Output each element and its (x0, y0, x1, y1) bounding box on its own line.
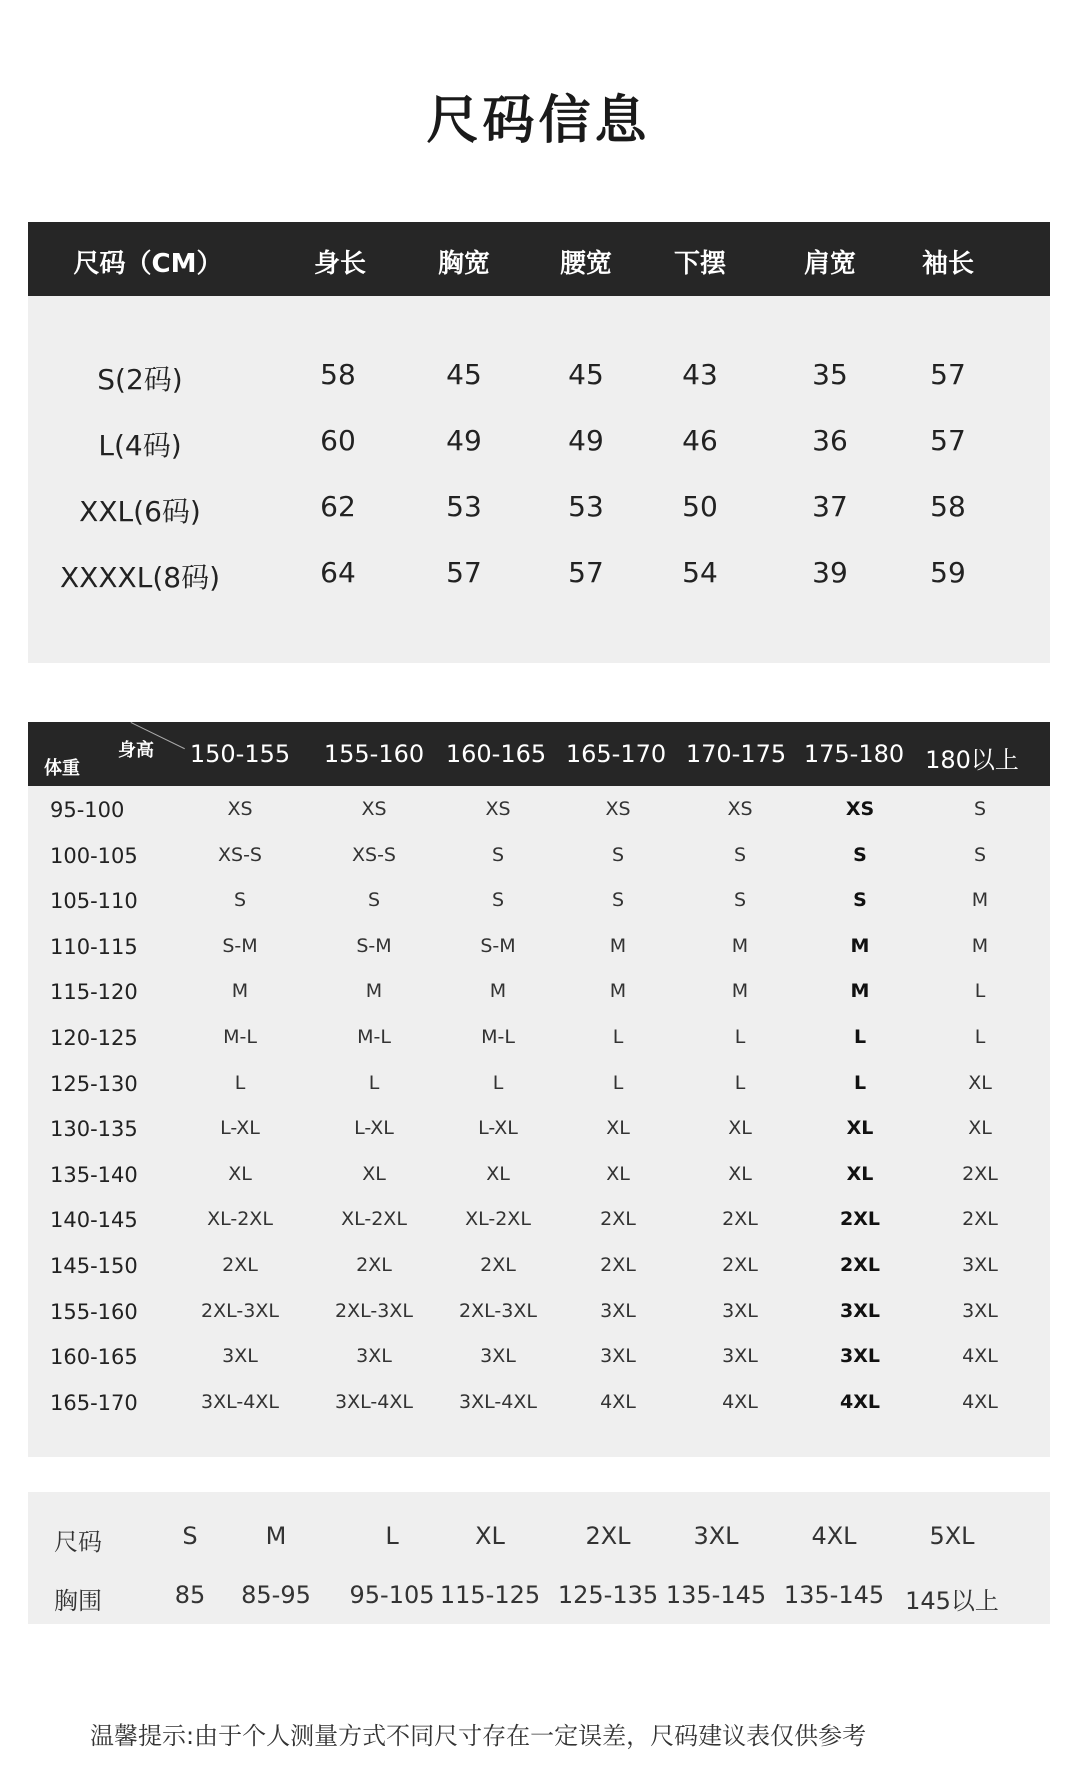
size-table-body (28, 296, 1050, 663)
table-row (28, 1208, 1050, 1238)
size-recommendation: L (734, 1026, 746, 1048)
size-recommendation: XS (727, 798, 753, 820)
weight-range: 135-140 (50, 1162, 138, 1187)
table-row (28, 844, 1050, 874)
header-waist: 腰宽 (559, 249, 613, 279)
height-range-header: 160-165 (445, 740, 547, 768)
size-recommendation: M (489, 980, 507, 1003)
size-recommendation: L (368, 1071, 380, 1094)
size-value: 57 (446, 556, 482, 589)
size-recommendation: S (233, 889, 247, 912)
row-label: 尺码 (54, 1528, 102, 1556)
size-recommendation: 3XL (962, 1299, 998, 1322)
weight-range: 130-135 (50, 1117, 138, 1142)
size-label: S(2码) (97, 363, 183, 396)
chest-value: 115-125 (439, 1581, 541, 1609)
size-recommendation: 2XL (722, 1208, 758, 1231)
size-recommendation: 2XL (840, 1254, 880, 1276)
weight-range: 155-160 (50, 1299, 138, 1324)
size-recommendation: L (234, 1071, 246, 1094)
size-recommendation: 3XL-4XL (201, 1390, 279, 1413)
size-recommendation: 3XL (722, 1299, 758, 1322)
size-recommendation: L (853, 1026, 867, 1048)
size-value: 46 (682, 424, 718, 457)
size-recommendation: 3XL-4XL (459, 1390, 537, 1413)
header-chest: 胸宽 (437, 249, 491, 279)
size-recommendation: 4XL (840, 1390, 880, 1413)
size-recommendation: L (734, 1071, 746, 1094)
size-recommendation: 2XL (480, 1254, 516, 1276)
size-value: 58 (320, 358, 356, 391)
size-recommendation: S (491, 843, 505, 866)
size-recommendation: XL (606, 1117, 630, 1140)
header-hem: 下摆 (673, 249, 727, 279)
weight-range: 140-145 (50, 1208, 138, 1233)
size-recommendation: XL (968, 1117, 992, 1140)
size-value: 62 (320, 490, 356, 523)
size-value: 43 (682, 358, 718, 391)
size-recommendation: M (850, 934, 870, 957)
size-recommendation: M (731, 980, 749, 1003)
size-label: XXXXL(8码) (60, 561, 220, 594)
size-recommendation: 4XL (600, 1390, 636, 1413)
size-recommendation: S (491, 889, 505, 912)
size-recommendation: XL (228, 1162, 252, 1185)
size-value: 36 (812, 424, 848, 457)
height-range-header: 150-155 (189, 740, 291, 768)
table-row (28, 1026, 1050, 1056)
size-recommendation: XL (486, 1162, 510, 1185)
size-recommendation: 3XL (840, 1299, 880, 1322)
size-recommendation: M (609, 934, 627, 957)
table-row (28, 889, 1050, 919)
corner-weight-label: 体重 (44, 758, 80, 779)
size-value: 57 (568, 556, 604, 589)
size-recommendation: XL (968, 1071, 992, 1094)
size-recommendation: M (971, 889, 989, 912)
weight-range: 145-150 (50, 1254, 138, 1278)
size-table-header (28, 222, 1050, 296)
size-value: 54 (682, 556, 718, 589)
size-value: 57 (930, 424, 966, 457)
size-recommendation: XL-2XL (207, 1208, 273, 1231)
size-recommendation: L (612, 1071, 624, 1094)
table-row (28, 1522, 1050, 1554)
height-range-header: 155-160 (323, 740, 425, 768)
table-row (28, 358, 1050, 398)
size-recommendation: 2XL-3XL (459, 1299, 537, 1322)
header-length: 身长 (313, 249, 367, 279)
size-value: 53 (568, 490, 604, 523)
weight-range: 115-120 (50, 980, 138, 1005)
weight-range: 105-110 (50, 889, 138, 914)
size-recommendation: S (973, 798, 987, 820)
size-recommendation: S-M (480, 934, 516, 957)
size-recommendation: S (973, 843, 987, 866)
size-recommendation: M (231, 980, 249, 1003)
size-recommendation: 4XL (962, 1390, 998, 1413)
size-recommendation: 3XL-4XL (335, 1390, 413, 1413)
size-recommendation: L-XL (478, 1117, 518, 1140)
size-recommendation: 2XL (356, 1254, 392, 1276)
size-recommendation: 2XL (222, 1254, 258, 1276)
size-value: 57 (930, 358, 966, 391)
weight-range: 100-105 (50, 843, 138, 868)
size-recommendation: L (974, 1026, 986, 1048)
page-title: 尺码信息 (426, 91, 651, 151)
size-recommendation: 3XL (600, 1299, 636, 1322)
size-recommendation: 3XL (356, 1345, 392, 1368)
header-sleeve: 袖长 (921, 249, 975, 279)
size-recommendation: S (611, 843, 625, 866)
chest-value: 125-135 (557, 1581, 659, 1609)
size-recommendation: M (850, 980, 870, 1003)
chest-value: 85-95 (241, 1581, 311, 1609)
table-row (28, 1117, 1050, 1147)
weight-range: 95-100 (50, 798, 125, 822)
size-label: XXL(6码) (79, 495, 201, 528)
size-value: 64 (320, 556, 356, 589)
size-recommendation: XS (361, 798, 387, 820)
size-recommendation: 3XL (480, 1345, 516, 1368)
table-row (28, 1345, 1050, 1375)
table-row (28, 1391, 1050, 1421)
chest-value: L (385, 1522, 399, 1550)
chest-value: 135-145 (665, 1581, 767, 1609)
size-recommendation: M (971, 934, 989, 957)
height-range-header: 180以上 (925, 746, 1019, 774)
height-range-header: 175-180 (803, 740, 905, 768)
chest-value: 85 (174, 1581, 206, 1609)
size-recommendation: 3XL (840, 1345, 880, 1368)
chest-value: 2XL (585, 1522, 631, 1550)
size-recommendation: 2XL (600, 1208, 636, 1231)
header-shoulder: 肩宽 (803, 249, 857, 279)
size-recommendation: XS (605, 798, 631, 820)
size-recommendation: 2XL-3XL (335, 1299, 413, 1322)
size-value: 58 (930, 490, 966, 523)
size-recommendation: M-L (481, 1026, 515, 1048)
corner-height-label: 身高 (118, 740, 154, 761)
table-row (28, 798, 1050, 828)
size-recommendation: XL (846, 1117, 874, 1140)
size-value: 59 (930, 556, 966, 589)
size-recommendation: S (853, 843, 867, 866)
weight-range: 160-165 (50, 1345, 138, 1370)
size-value: 37 (812, 490, 848, 523)
size-value: 45 (568, 358, 604, 391)
size-recommendation: M (365, 980, 383, 1003)
table-row (28, 490, 1050, 530)
size-recommendation: L-XL (354, 1117, 394, 1140)
size-recommendation: S-M (356, 934, 392, 957)
footnote: 温馨提示:由于个人测量方式不同尺寸存在一定误差，尺码建议表仅供参考 (90, 1722, 867, 1750)
size-recommendation: 2XL-3XL (201, 1299, 279, 1322)
size-recommendation: XL (362, 1162, 386, 1185)
size-recommendation: XL (728, 1117, 752, 1140)
size-value: 50 (682, 490, 718, 523)
size-recommendation: 3XL (600, 1345, 636, 1368)
size-recommendation: XS (845, 798, 875, 820)
size-recommendation: 2XL (722, 1254, 758, 1276)
table-row (28, 1254, 1050, 1284)
chest-value: 95-105 (349, 1581, 435, 1609)
chest-value: M (265, 1522, 287, 1550)
size-recommendation: 3XL (222, 1345, 258, 1368)
chest-value: S (182, 1522, 198, 1550)
size-recommendation: 2XL (962, 1208, 998, 1231)
table-row (28, 1300, 1050, 1330)
size-recommendation: 2XL (840, 1208, 880, 1231)
table-row (28, 556, 1050, 596)
size-recommendation: S (853, 889, 867, 912)
size-value: 39 (812, 556, 848, 589)
size-recommendation: XS-S (218, 843, 262, 866)
recommend-table-body (28, 786, 1050, 1457)
size-value: 60 (320, 424, 356, 457)
size-value: 35 (812, 358, 848, 391)
size-recommendation: XL (728, 1162, 752, 1185)
size-recommendation: XS (227, 798, 253, 820)
height-range-header: 170-175 (685, 740, 787, 768)
size-recommendation: L (853, 1071, 867, 1094)
size-label: L(4码) (98, 429, 182, 462)
size-recommendation: S (733, 843, 747, 866)
row-label: 胸围 (54, 1587, 102, 1615)
weight-range: 110-115 (50, 934, 138, 959)
size-recommendation: XS (485, 798, 511, 820)
size-recommendation: S (367, 889, 381, 912)
size-recommendation: M (731, 934, 749, 957)
table-row (28, 1581, 1050, 1613)
size-recommendation: L (492, 1071, 504, 1094)
size-recommendation: XL-2XL (341, 1208, 407, 1231)
size-recommendation: 2XL (962, 1162, 998, 1185)
size-recommendation: S-M (222, 934, 258, 957)
recommend-table-header (28, 722, 1050, 786)
size-recommendation: 4XL (722, 1390, 758, 1413)
chest-value: 4XL (811, 1522, 857, 1550)
size-value: 49 (568, 424, 604, 457)
table-row (28, 424, 1050, 464)
size-recommendation: L (612, 1026, 624, 1048)
table-row (28, 935, 1050, 965)
size-recommendation: 3XL (722, 1345, 758, 1368)
table-row (28, 980, 1050, 1010)
size-recommendation: M-L (357, 1026, 391, 1048)
table-row (28, 1163, 1050, 1193)
header-size: 尺码（CM） (73, 249, 223, 279)
size-recommendation: XL (846, 1162, 874, 1185)
size-value: 49 (446, 424, 482, 457)
size-recommendation: S (611, 889, 625, 912)
size-recommendation: 3XL (962, 1254, 998, 1276)
size-recommendation: M (609, 980, 627, 1003)
size-recommendation: 2XL (600, 1254, 636, 1276)
size-recommendation: S (733, 889, 747, 912)
table-row (28, 1072, 1050, 1102)
size-recommendation: M-L (223, 1026, 257, 1048)
size-recommendation: XS-S (352, 843, 396, 866)
weight-range: 165-170 (50, 1390, 138, 1415)
chest-value: 3XL (693, 1522, 739, 1550)
chest-value: 145以上 (905, 1587, 999, 1615)
size-recommendation: 4XL (962, 1345, 998, 1368)
chest-value: XL (475, 1522, 505, 1550)
size-value: 45 (446, 358, 482, 391)
size-value: 53 (446, 490, 482, 523)
size-recommendation: L (974, 980, 986, 1003)
size-recommendation: XL (606, 1162, 630, 1185)
size-recommendation: L-XL (220, 1117, 260, 1140)
weight-range: 125-130 (50, 1071, 138, 1096)
height-range-header: 165-170 (565, 740, 667, 768)
weight-range: 120-125 (50, 1026, 138, 1050)
size-recommendation: XL-2XL (465, 1208, 531, 1231)
chest-value: 135-145 (783, 1581, 885, 1609)
chest-table (28, 1492, 1050, 1624)
chest-value: 5XL (929, 1522, 975, 1550)
